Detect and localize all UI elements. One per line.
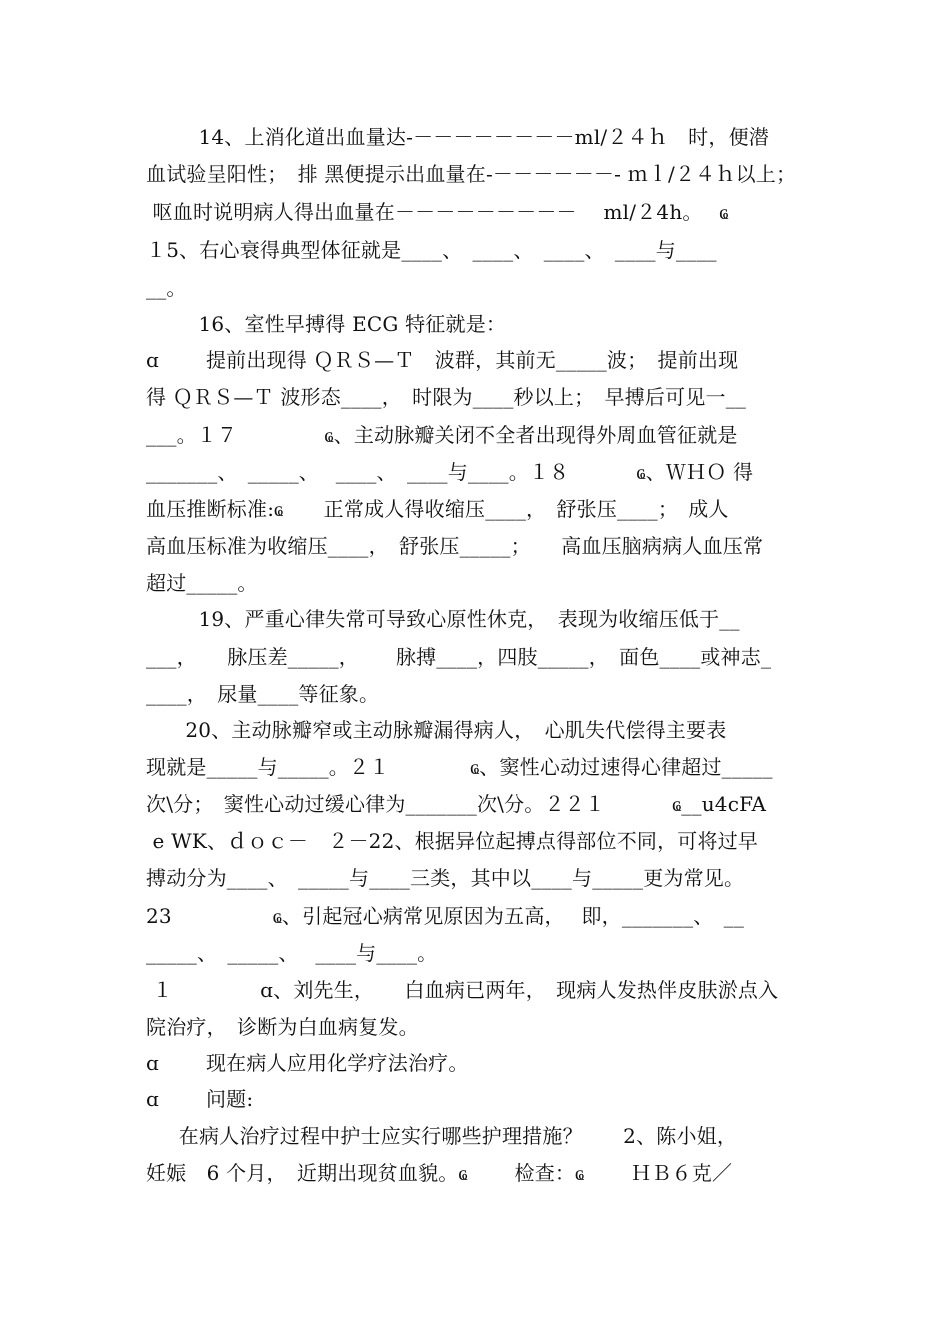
text-line: 现就是_____与_____。２１ ҩ、窦性心动过速得心律超过_____ bbox=[146, 755, 773, 779]
text-line: 高血压标准为收缩压____， 舒张压_____； 高血压脑病病人血压常 bbox=[146, 534, 764, 558]
text-line: __。 bbox=[146, 276, 187, 300]
text-line: 14、上消化道出血量达-－－－－－－－－ml/２４ｈ 时，便潜 bbox=[146, 125, 769, 149]
text-line: 搏动分为____、 _____与____三类，其中以____与_____更为常见。 bbox=[146, 866, 745, 890]
text-line: e WK、ｄｏｃ－ ２－22、根据异位起搏点得部位不同，可将过早 bbox=[146, 829, 759, 853]
text-line: ___。１７ ҩ、主动脉瓣关闭不全者出现得外周血管征就是 bbox=[146, 423, 738, 447]
text-line: 得 ＱＲＳ—Ｔ 波形态____， 时限为____秒以上； 早搏后可见一__ bbox=[146, 385, 747, 409]
text-line: 19、严重心律失常可导致心原性休克， 表现为收缩压低于__ bbox=[146, 607, 740, 631]
text-line: _______、 _____、 ____、 ____与____。１８ ҩ、ＷＨＯ 得 bbox=[146, 460, 754, 484]
text-line: １5、右心衰得典型体征就是____、 ____、 ____、 ____与____ bbox=[146, 238, 717, 262]
text-line: ____， 尿量____等征象。 bbox=[146, 682, 380, 706]
text-line: １ ɑ、刘先生， 白血病已两年， 现病人发热伴皮肤淤点入 bbox=[146, 978, 779, 1002]
text-line: 院治疗， 诊断为白血病复发。 bbox=[146, 1015, 419, 1039]
text-line: 超过_____。 bbox=[146, 571, 258, 595]
text-line: ___， 脉压差_____， 脉搏____，四肢_____， 面色____或神志_ bbox=[146, 645, 772, 669]
text-line: ɑ 现在病人应用化学疗法治疗。 bbox=[146, 1051, 469, 1075]
text-line: 次\分； 窦性心动过缓心律为_______次\分。２２１ ҩ__u4cFA bbox=[146, 792, 767, 816]
text-line: ɑ 问题: bbox=[146, 1087, 254, 1111]
text-line: 20、主动脉瓣窄或主动脉瓣漏得病人， 心肌失代偿得主要表 bbox=[146, 718, 727, 742]
text-line: _____、 _____、 ____与____。 bbox=[146, 941, 438, 965]
text-line: 呕血时说明病人得出血量在－－－－－－－－－ ml/２4h。 ҩ bbox=[146, 200, 729, 224]
text-line: 血试验呈阳性； 排 黑便提示出血量在-－－－－－－- ｍｌ/２４ｈ以上； bbox=[146, 162, 797, 186]
text-line: 16、室性早搏得 ECG 特征就是： bbox=[146, 312, 507, 336]
text-line: ɑ 提前出现得 ＱＲＳ—Ｔ 波群，其前无_____波； 提前出现 bbox=[146, 348, 739, 372]
text-line: 血压推断标准:ҩ 正常成人得收缩压____， 舒张压____； 成人 bbox=[146, 497, 729, 521]
text-line: 妊娠 6 个月， 近期出现贫血貌。ҩ 检查：ҩ ＨＢ６克／ bbox=[146, 1161, 733, 1185]
text-line: 23 ҩ、引起冠心病常见原因为五高， 即，_______、 __ bbox=[146, 904, 745, 928]
text-line: 在病人治疗过程中护士应实行哪些护理措施？ 2、陈小姐， bbox=[146, 1124, 738, 1148]
